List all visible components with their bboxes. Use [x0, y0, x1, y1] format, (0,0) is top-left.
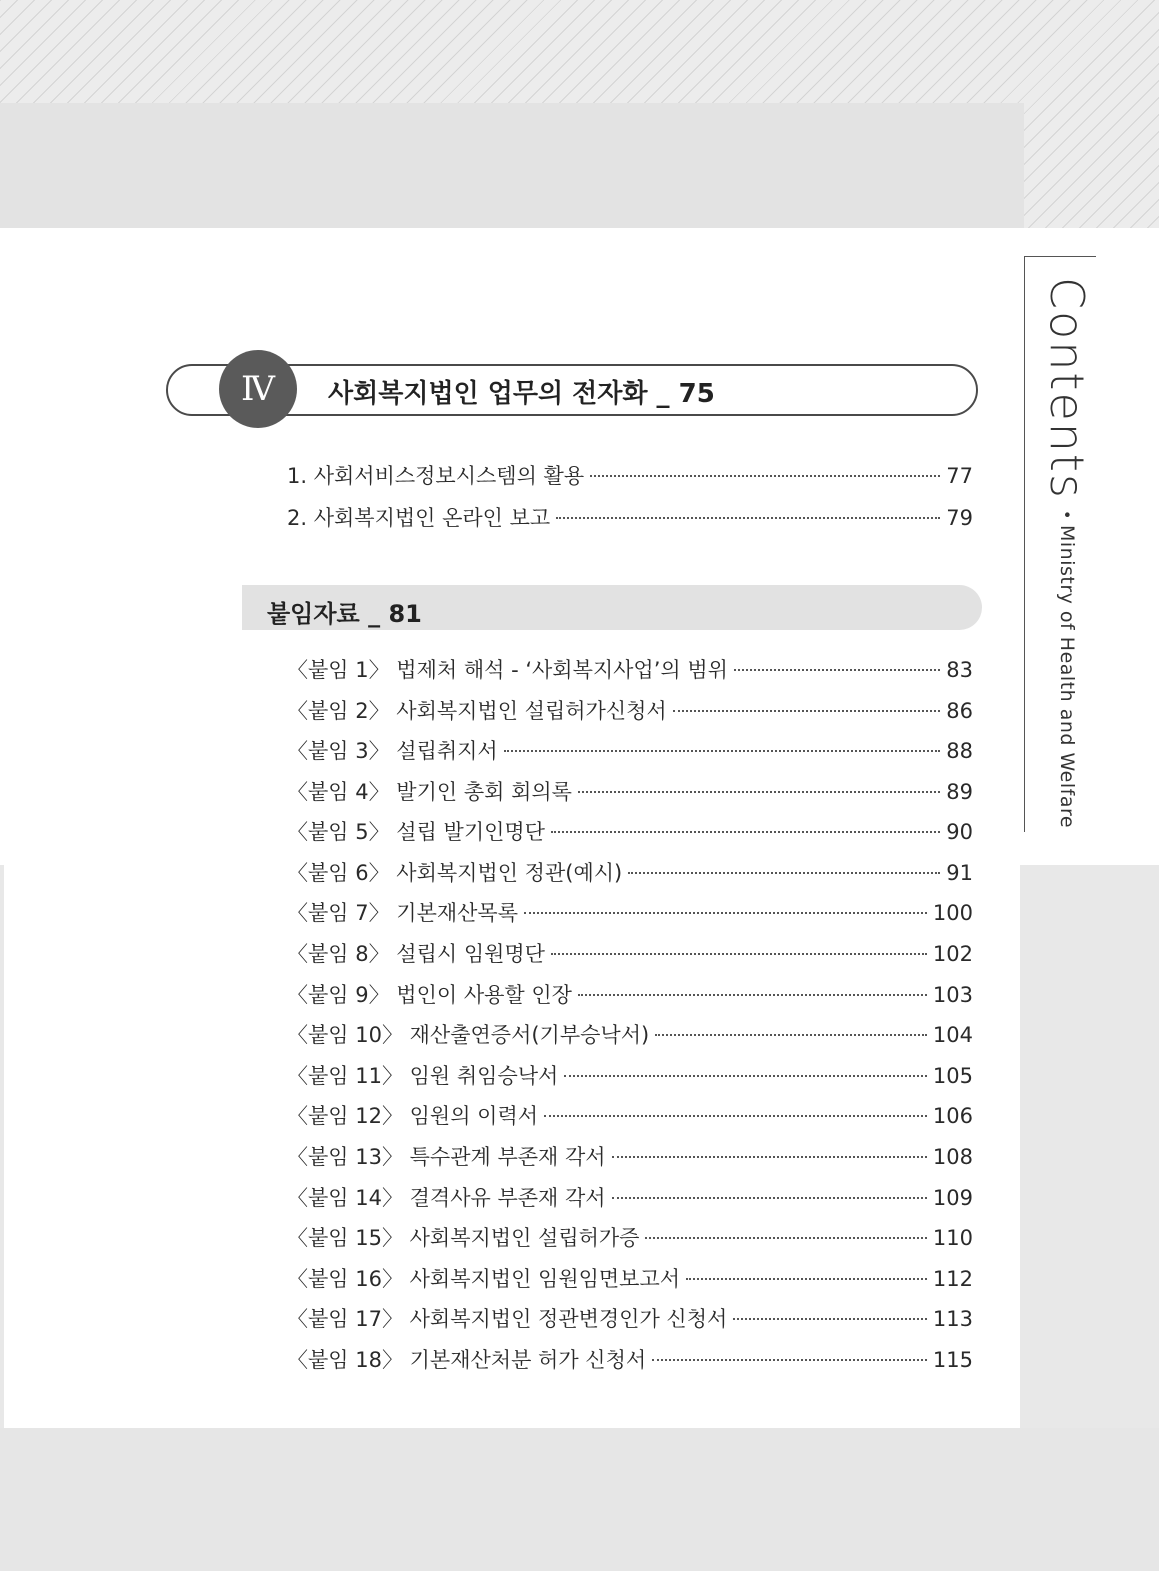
appendix-entry[interactable] [287, 654, 973, 684]
appendix-entry-label: 〈붙임 18〉 기본재산처분 허가 신청서 [287, 1348, 647, 1372]
appendix-entry[interactable] [287, 979, 973, 1009]
appendix-entry-label: 〈붙임 17〉 사회복지법인 정관변경인가 신청서 [287, 1307, 728, 1331]
appendix-entry-page: 102 [932, 942, 973, 966]
appendix-entry-page: 110 [932, 1226, 973, 1250]
appendix-entry-page: 113 [932, 1307, 973, 1331]
appendix-title[interactable]: 붙임자료 _ 81 [267, 600, 422, 628]
appendix-entry[interactable] [287, 776, 973, 806]
appendix-entry[interactable] [287, 1344, 973, 1374]
dot-leader [504, 750, 941, 752]
appendix-entry-label: 〈붙임 10〉 재산출연증서(기부승낙서) [287, 1023, 650, 1047]
appendix-entry[interactable] [287, 1019, 973, 1049]
appendix-entry[interactable] [287, 1100, 973, 1130]
dot-leader [655, 1034, 927, 1036]
appendix-entry-label: 〈붙임 5〉 설립 발기인명단 [287, 820, 545, 844]
appendix-entry-page: 115 [932, 1348, 973, 1372]
appendix-entry-page: 90 [946, 820, 973, 844]
dot-leader [612, 1156, 927, 1158]
dot-leader [578, 791, 940, 793]
appendix-entry[interactable] [287, 1060, 973, 1090]
dot-leader [652, 1359, 927, 1361]
dot-leader [733, 1318, 927, 1320]
appendix-entry[interactable] [287, 735, 973, 765]
appendix-entry[interactable] [287, 816, 973, 846]
appendix-entry-label: 〈붙임 14〉 결격사유 부존재 각서 [287, 1186, 606, 1210]
toc-entry-label: 1. 사회서비스정보시스템의 활용 [287, 464, 585, 488]
appendix-entry[interactable] [287, 897, 973, 927]
dot-leader [578, 994, 927, 996]
appendix-entry[interactable] [287, 695, 973, 725]
appendix-entry-page: 106 [932, 1104, 973, 1128]
dot-leader [564, 1075, 927, 1077]
appendix-entry-label: 〈붙임 7〉 기본재산목록 [287, 901, 518, 925]
appendix-entry-label: 〈붙임 12〉 임원의 이력서 [287, 1104, 539, 1128]
appendix-entry-page: 104 [932, 1023, 973, 1047]
side-heading [1040, 277, 1094, 829]
appendix-entry-page: 86 [946, 699, 973, 723]
appendix-entry-label: 〈붙임 8〉 설립시 임원명단 [287, 942, 545, 966]
dot-leader [673, 710, 941, 712]
left-edge-strip [0, 865, 4, 1428]
dot-leader [734, 669, 940, 671]
appendix-entry-page: 91 [946, 861, 973, 885]
appendix-entry-page: 109 [932, 1186, 973, 1210]
dot-leader [686, 1278, 927, 1280]
dot-leader [551, 831, 940, 833]
header-band [0, 103, 1024, 228]
appendix-entry-page: 108 [932, 1145, 973, 1169]
appendix-entry[interactable] [287, 938, 973, 968]
dot-leader [524, 912, 927, 914]
appendix-entry-page: 83 [946, 658, 973, 682]
bullet-dot: • [1057, 509, 1077, 520]
appendix-entry[interactable] [287, 1141, 973, 1171]
appendix-entry-page: 105 [932, 1064, 973, 1088]
dot-leader [590, 475, 940, 477]
dot-leader [612, 1197, 927, 1199]
dot-leader [551, 953, 927, 955]
appendix-entry-label: 〈붙임 6〉 사회복지법인 정관(예시) [287, 861, 623, 885]
contents-title: Contents [1040, 277, 1094, 500]
appendix-entry-label: 〈붙임 2〉 사회복지법인 설립허가신청서 [287, 699, 667, 723]
appendix-entry[interactable] [287, 857, 973, 887]
chapter-title[interactable]: 사회복지법인 업무의 전자화 _ 75 [328, 379, 715, 409]
toc-entry[interactable] [287, 502, 973, 532]
appendix-entry-label: 〈붙임 13〉 특수관계 부존재 각서 [287, 1145, 606, 1169]
footer-band [0, 1428, 1159, 1571]
appendix-entry-page: 88 [946, 739, 973, 763]
appendix-entry-label: 〈붙임 4〉 발기인 총회 회의록 [287, 780, 572, 804]
toc-entry-page: 77 [946, 464, 973, 488]
appendix-entry-label: 〈붙임 9〉 법인이 사용할 인장 [287, 983, 572, 1007]
appendix-entry-label: 〈붙임 11〉 임원 취임승낙서 [287, 1064, 559, 1088]
chapter-numeral: Ⅳ [241, 369, 275, 409]
appendix-entry[interactable] [287, 1222, 973, 1252]
appendix-entry-label: 〈붙임 3〉 설립취지서 [287, 739, 498, 763]
appendix-entry[interactable] [287, 1303, 973, 1333]
appendix-entry-label: 〈붙임 16〉 사회복지법인 임원임면보고서 [287, 1267, 681, 1291]
appendix-entry-label: 〈붙임 1〉 법제처 해석 - ‘사회복지사업’의 범위 [287, 658, 728, 682]
toc-entry-label: 2. 사회복지법인 온라인 보고 [287, 506, 551, 530]
toc-entry-page: 79 [946, 506, 973, 530]
toc-entry[interactable] [287, 460, 973, 490]
chapter-number-badge [219, 350, 297, 428]
appendix-entry-page: 89 [946, 780, 973, 804]
dot-leader [556, 517, 940, 519]
dot-leader [628, 872, 940, 874]
ministry-name: Ministry of Health and Welfare [1056, 525, 1078, 829]
dot-leader [645, 1237, 926, 1239]
appendix-entry-label: 〈붙임 15〉 사회복지법인 설립허가증 [287, 1226, 640, 1250]
appendix-entry[interactable] [287, 1182, 973, 1212]
appendix-entry-page: 100 [932, 901, 973, 925]
appendix-entry-page: 112 [932, 1267, 973, 1291]
appendix-entry[interactable] [287, 1263, 973, 1293]
dot-leader [544, 1115, 927, 1117]
appendix-entry-page: 103 [932, 983, 973, 1007]
